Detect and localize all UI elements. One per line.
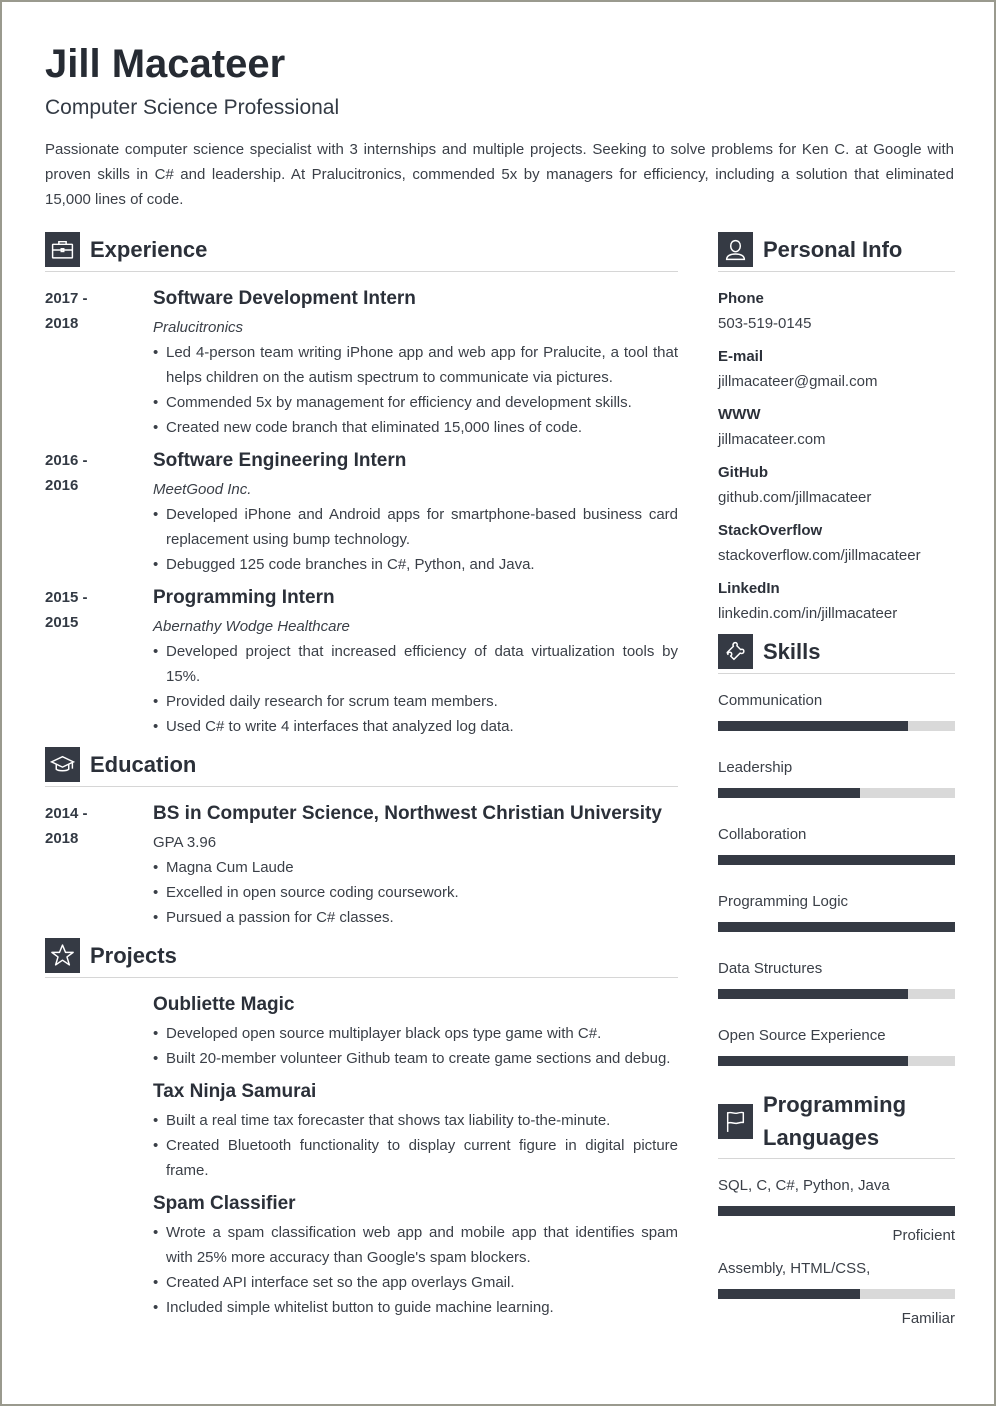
end-date: 2016 bbox=[45, 477, 79, 494]
language-level: Familiar bbox=[901, 1310, 955, 1327]
skill-bar bbox=[718, 989, 955, 999]
project-entry bbox=[45, 1191, 678, 1320]
skill-bar bbox=[718, 855, 955, 865]
stackoverflow-value: stackoverflow.com/jillmacateer bbox=[718, 547, 921, 564]
candidate-name: Jill Macateer bbox=[45, 42, 286, 86]
github-value: github.com/jillmacateer bbox=[718, 489, 872, 506]
projects-header bbox=[45, 938, 678, 978]
experience-header bbox=[45, 232, 678, 272]
start-date: 2016 - bbox=[45, 452, 88, 469]
project-entry bbox=[45, 1079, 678, 1183]
language-bar bbox=[718, 1206, 955, 1216]
company-name: MeetGood Inc. bbox=[153, 481, 252, 498]
skill-bar bbox=[718, 721, 955, 731]
language-level: Proficient bbox=[892, 1227, 955, 1244]
language-bar bbox=[718, 1289, 955, 1299]
contact-item bbox=[718, 344, 955, 394]
bullet-item: • Wrote a spam classification web app and mobile app that identifies spam with 25% more accuracy than Google's spam blockers. bbox=[153, 1220, 678, 1270]
projects-title: Projects bbox=[90, 943, 177, 968]
skill-bar bbox=[718, 922, 955, 932]
end-date: 2018 bbox=[45, 315, 79, 332]
skill-bar-fill bbox=[718, 922, 955, 932]
skill-bar-fill bbox=[718, 989, 908, 999]
contact-label: GitHub bbox=[718, 464, 768, 481]
candidate-title: Computer Science Professional bbox=[45, 96, 340, 119]
personal-info-header bbox=[718, 232, 955, 272]
language-names: SQL, C, C#, Python, Java bbox=[718, 1177, 890, 1194]
contact-label: Phone bbox=[718, 290, 764, 307]
experience-entry bbox=[45, 585, 678, 739]
skill-name: Open Source Experience bbox=[718, 1027, 886, 1044]
bullet-item: • Led 4-person team writing iPhone app and web app for Pralucite, a tool that helps children on the autism spectrum to communicate via pictures. bbox=[153, 340, 678, 390]
skill-name: Communication bbox=[718, 692, 823, 709]
contact-label: LinkedIn bbox=[718, 580, 780, 597]
bullet-list bbox=[153, 1108, 678, 1183]
user-icon bbox=[718, 232, 753, 267]
entry-dates bbox=[45, 801, 153, 930]
contact-item bbox=[718, 576, 955, 626]
flag-icon bbox=[718, 1104, 753, 1139]
bullet-item: • Created API interface set so the app overlays Gmail. bbox=[153, 1270, 678, 1295]
bullet-item: • Magna Cum Laude bbox=[153, 855, 678, 880]
project-name: Tax Ninja Samurai bbox=[153, 1081, 317, 1102]
bullet-item: • Developed iPhone and Android apps for smartphone-based business card replacement using bump technology. bbox=[153, 502, 678, 552]
start-date: 2014 - bbox=[45, 805, 88, 822]
briefcase-icon bbox=[45, 232, 80, 267]
project-entry bbox=[45, 992, 678, 1071]
contact-item bbox=[718, 286, 955, 336]
skill-bar-fill bbox=[718, 788, 860, 798]
skill-name: Data Structures bbox=[718, 960, 823, 977]
website-value: jillmacateer.com bbox=[718, 431, 826, 448]
bullet-item: • Excelled in open source coding coursework. bbox=[153, 880, 678, 905]
bullet-item: • Included simple whitelist button to guide machine learning. bbox=[153, 1295, 678, 1320]
contact-label: WWW bbox=[718, 406, 761, 423]
star-icon bbox=[45, 938, 80, 973]
skill-bar-fill bbox=[718, 1056, 908, 1066]
company-name: Pralucitronics bbox=[153, 319, 244, 336]
languages-title: Programming Languages bbox=[763, 1092, 907, 1150]
bullet-list bbox=[153, 1220, 678, 1320]
contact-item bbox=[718, 518, 955, 568]
bullet-list bbox=[153, 855, 678, 930]
bullet-list bbox=[153, 502, 678, 577]
bullet-item: • Built a real time tax forecaster that shows tax liability to-the-minute. bbox=[153, 1108, 678, 1133]
education-title: Education bbox=[90, 752, 197, 777]
bullet-item: • Provided daily research for scrum team members. bbox=[153, 689, 678, 714]
linkedin-value: linkedin.com/in/jillmacateer bbox=[718, 605, 898, 622]
experience-entry bbox=[45, 286, 678, 440]
bullet-item: • Built 20-member volunteer Github team to create game sections and debug. bbox=[153, 1046, 678, 1071]
end-date: 2015 bbox=[45, 614, 79, 631]
languages-header bbox=[718, 1088, 955, 1159]
bullet-item: • Commended 5x by management for efficiency and development skills. bbox=[153, 390, 678, 415]
degree-title: BS in Computer Science, Northwest Christian University bbox=[153, 803, 662, 824]
start-date: 2017 - bbox=[45, 290, 88, 307]
skills-title: Skills bbox=[763, 639, 821, 664]
bullet-item: • Created new code branch that eliminated 15,000 lines of code. bbox=[153, 415, 678, 440]
bullet-item: • Developed project that increased efficiency of data virtualization tools by 15%. bbox=[153, 639, 678, 689]
skill-bar bbox=[718, 1056, 955, 1066]
phone-value: 503-519-0145 bbox=[718, 315, 812, 332]
project-name: Spam Classifier bbox=[153, 1193, 296, 1214]
summary-paragraph: Passionate computer science specialist with 3 internships and multiple projects. Seeking to solve problems for Ken C. at Google with proven skills in C# and leadership. At Pralucitronics, commended 5x by managers for efficiency, including a solution that eliminated 15,000 lines of code. bbox=[45, 141, 954, 208]
language-bar-fill bbox=[718, 1289, 860, 1299]
skills-header bbox=[718, 634, 955, 674]
language-item bbox=[718, 1173, 955, 1248]
bullet-item: • Debugged 125 code branches in C#, Python, and Java. bbox=[153, 552, 678, 577]
puzzle-icon bbox=[718, 634, 753, 669]
skill-bar-fill bbox=[718, 855, 955, 865]
contact-label: E-mail bbox=[718, 348, 764, 365]
entry-dates bbox=[45, 286, 153, 440]
education-header bbox=[45, 747, 678, 787]
company-name: Abernathy Wodge Healthcare bbox=[153, 618, 350, 635]
contact-item bbox=[718, 402, 955, 452]
left-column bbox=[45, 232, 678, 1328]
gpa: GPA 3.96 bbox=[153, 834, 217, 851]
graduation-cap-icon bbox=[45, 747, 80, 782]
right-column bbox=[718, 232, 955, 1339]
contact-label: StackOverflow bbox=[718, 522, 823, 539]
experience-entry bbox=[45, 448, 678, 577]
skill-bar bbox=[718, 788, 955, 798]
language-item bbox=[718, 1256, 955, 1331]
skill-bar-fill bbox=[718, 721, 908, 731]
bullet-item: • Used C# to write 4 interfaces that analyzed log data. bbox=[153, 714, 678, 739]
email-value: jillmacateer@gmail.com bbox=[718, 373, 878, 390]
skill-name: Leadership bbox=[718, 759, 793, 776]
experience-title: Experience bbox=[90, 237, 208, 262]
language-names: Assembly, HTML/CSS, bbox=[718, 1260, 871, 1277]
entry-dates bbox=[45, 585, 153, 739]
language-bar-fill bbox=[718, 1206, 955, 1216]
bullet-item: • Developed open source multiplayer black ops type game with C#. bbox=[153, 1021, 678, 1046]
bullet-item: • Pursued a passion for C# classes. bbox=[153, 905, 678, 930]
contact-item bbox=[718, 460, 955, 510]
bullet-list bbox=[153, 639, 678, 739]
education-entry bbox=[45, 801, 678, 930]
project-name: Oubliette Magic bbox=[153, 994, 295, 1015]
bullet-list bbox=[153, 1021, 678, 1071]
end-date: 2018 bbox=[45, 830, 79, 847]
skill-name: Programming Logic bbox=[718, 893, 849, 910]
job-title: Software Engineering Intern bbox=[153, 450, 407, 471]
personal-info-title: Personal Info bbox=[763, 237, 903, 262]
skills-list bbox=[718, 688, 955, 1066]
start-date: 2015 - bbox=[45, 589, 88, 606]
entry-dates bbox=[45, 448, 153, 577]
bullet-item: • Created Bluetooth functionality to display current figure in digital picture frame. bbox=[153, 1133, 678, 1183]
bullet-list bbox=[153, 340, 678, 440]
skill-name: Collaboration bbox=[718, 826, 807, 843]
job-title: Software Development Intern bbox=[153, 288, 416, 309]
job-title: Programming Intern bbox=[153, 587, 335, 608]
